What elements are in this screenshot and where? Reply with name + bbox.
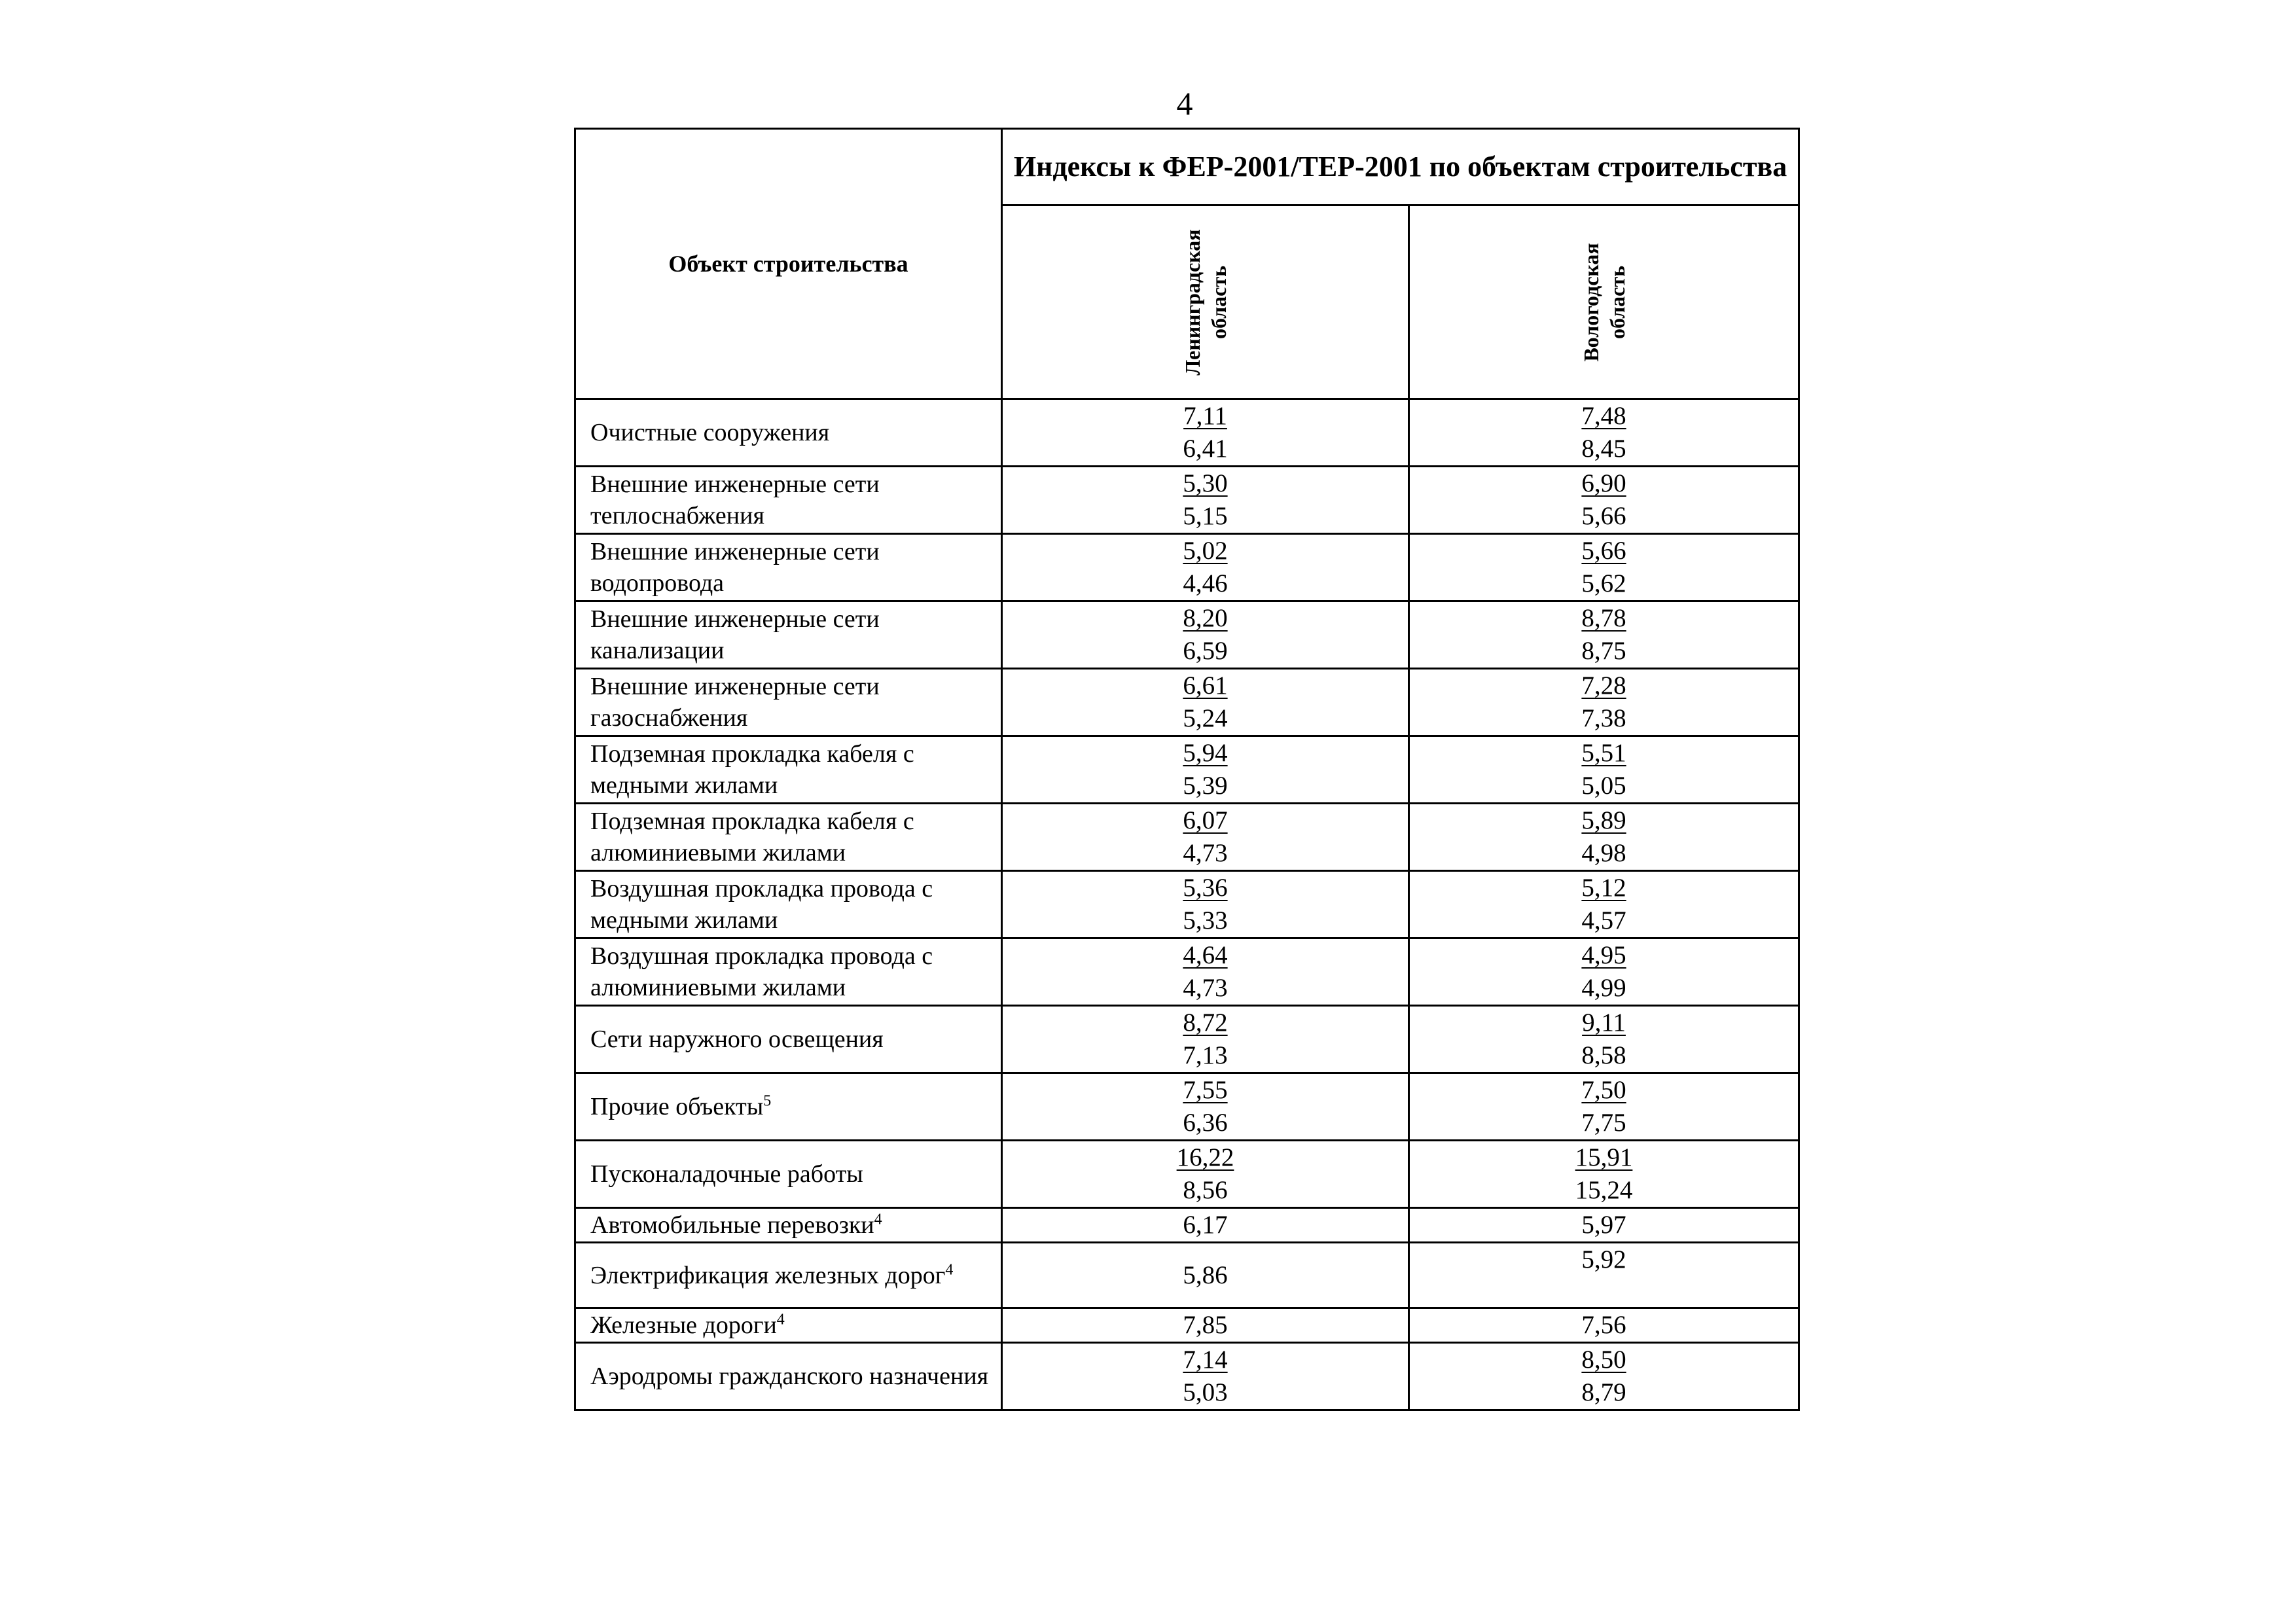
value-cell bbox=[1409, 1208, 1799, 1243]
value-cell bbox=[1409, 399, 1799, 467]
object-name: Воздушная прокладка провода с алюминиевыми жилами bbox=[575, 938, 1002, 1006]
value-secondary: 5,66 bbox=[1581, 502, 1626, 530]
value-cell bbox=[1409, 1141, 1799, 1208]
value-secondary: 5,05 bbox=[1581, 772, 1626, 800]
table-row bbox=[575, 1073, 1799, 1141]
table-row bbox=[575, 534, 1799, 601]
value-construction: 5,51 bbox=[1581, 739, 1626, 767]
value-construction: 5,66 bbox=[1581, 537, 1626, 565]
value-secondary: 6,36 bbox=[1183, 1109, 1228, 1137]
value-cell bbox=[1002, 467, 1409, 534]
object-name: Внешние инженерные сети водопровода bbox=[575, 534, 1002, 601]
value-construction: 8,50 bbox=[1581, 1346, 1626, 1374]
value-secondary: 5,03 bbox=[1183, 1378, 1228, 1406]
object-name: Внешние инженерные сети газоснабжения bbox=[575, 669, 1002, 736]
footnote-mark: 4 bbox=[776, 1311, 785, 1329]
footnote-mark: 4 bbox=[945, 1260, 954, 1278]
value-secondary: 5,39 bbox=[1183, 772, 1228, 800]
value-single: 7,56 bbox=[1581, 1311, 1626, 1339]
object-name: Сети наружного освещения bbox=[575, 1006, 1002, 1073]
value-construction: 6,61 bbox=[1183, 671, 1228, 700]
value-cell bbox=[1002, 1006, 1409, 1073]
object-name: Аэродромы гражданского назначения bbox=[575, 1343, 1002, 1410]
value-single: 7,85 bbox=[1183, 1311, 1228, 1339]
value-cell bbox=[1409, 938, 1799, 1006]
value-construction: 7,55 bbox=[1183, 1076, 1228, 1104]
value-cell bbox=[1409, 804, 1799, 871]
value-cell bbox=[1002, 1243, 1409, 1308]
value-single: 5,97 bbox=[1581, 1211, 1626, 1239]
value-secondary: 8,45 bbox=[1581, 435, 1626, 463]
value-cell bbox=[1409, 1343, 1799, 1410]
value-secondary: 5,33 bbox=[1183, 906, 1228, 935]
value-single: 5,86 bbox=[1183, 1260, 1228, 1289]
header-region-vologda bbox=[1409, 205, 1799, 399]
object-name: Внешние инженерные сети канализации bbox=[575, 601, 1002, 669]
value-cell bbox=[1002, 1141, 1409, 1208]
value-construction: 7,11 bbox=[1183, 402, 1227, 430]
value-cell bbox=[1409, 669, 1799, 736]
value-secondary: 5,24 bbox=[1183, 704, 1228, 732]
table-row bbox=[575, 399, 1799, 467]
value-construction: 15,91 bbox=[1575, 1143, 1633, 1171]
value-cell bbox=[1409, 871, 1799, 938]
value-cell bbox=[1002, 601, 1409, 669]
value-construction: 4,95 bbox=[1581, 941, 1626, 969]
object-name: Электрификация железных дорог$^4$ bbox=[575, 1243, 1002, 1308]
value-cell bbox=[1002, 804, 1409, 871]
table-row bbox=[575, 601, 1799, 669]
header-object: Объект строительства bbox=[575, 129, 1002, 399]
value-secondary: 5,15 bbox=[1183, 502, 1228, 530]
header-index-group: Индексы к ФЕР-2001/ТЕР-2001 по объектам строительства bbox=[1002, 129, 1799, 205]
value-construction: 5,89 bbox=[1581, 806, 1626, 834]
value-secondary: 5,62 bbox=[1581, 569, 1626, 597]
table-row bbox=[575, 804, 1799, 871]
object-name: Пусконаладочные работы bbox=[575, 1141, 1002, 1208]
table-row bbox=[575, 1243, 1799, 1308]
table-row bbox=[575, 938, 1799, 1006]
value-secondary: 6,59 bbox=[1183, 637, 1228, 665]
object-name: Воздушная прокладка провода с медными жилами bbox=[575, 871, 1002, 938]
object-name: Внешние инженерные сети теплоснабжения bbox=[575, 467, 1002, 534]
value-cell bbox=[1409, 1243, 1799, 1308]
footnote-mark: 4 bbox=[874, 1211, 882, 1228]
object-name: Очистные сооружения bbox=[575, 399, 1002, 467]
value-construction: 8,78 bbox=[1581, 604, 1626, 632]
value-secondary: 7,75 bbox=[1581, 1109, 1626, 1137]
value-secondary: 8,58 bbox=[1581, 1041, 1626, 1069]
table-row bbox=[575, 1308, 1799, 1343]
value-construction: 5,02 bbox=[1183, 537, 1228, 565]
table-row bbox=[575, 1141, 1799, 1208]
header-region-leningrad bbox=[1002, 205, 1409, 399]
table-row bbox=[575, 1208, 1799, 1243]
table-row bbox=[575, 736, 1799, 804]
value-single: 6,17 bbox=[1183, 1211, 1228, 1239]
value-construction: 7,50 bbox=[1581, 1076, 1626, 1104]
index-table bbox=[574, 128, 1800, 1411]
value-cell bbox=[1002, 1208, 1409, 1243]
value-cell bbox=[1409, 1006, 1799, 1073]
value-cell bbox=[1002, 1073, 1409, 1141]
value-cell bbox=[1409, 1308, 1799, 1343]
value-single: 5,92 bbox=[1581, 1245, 1626, 1274]
value-construction: 7,14 bbox=[1183, 1346, 1228, 1374]
value-construction: 8,72 bbox=[1183, 1008, 1228, 1037]
value-construction: 7,48 bbox=[1581, 402, 1626, 430]
value-secondary: 8,75 bbox=[1581, 637, 1626, 665]
value-secondary: 4,73 bbox=[1183, 974, 1228, 1002]
value-construction: 5,94 bbox=[1183, 739, 1228, 767]
region-label: Вологодская область bbox=[1579, 242, 1629, 362]
table-row bbox=[575, 1006, 1799, 1073]
value-secondary: 6,41 bbox=[1183, 435, 1228, 463]
value-construction: 8,20 bbox=[1183, 604, 1228, 632]
value-secondary: 7,38 bbox=[1581, 704, 1626, 732]
value-cell bbox=[1409, 467, 1799, 534]
value-secondary: 8,79 bbox=[1581, 1378, 1626, 1406]
table-row bbox=[575, 669, 1799, 736]
value-cell bbox=[1002, 871, 1409, 938]
table-row bbox=[575, 1343, 1799, 1410]
value-secondary: 4,46 bbox=[1183, 569, 1228, 597]
value-secondary: 4,73 bbox=[1183, 839, 1228, 867]
value-construction: 6,07 bbox=[1183, 806, 1228, 834]
value-cell bbox=[1002, 1343, 1409, 1410]
object-name: Подземная прокладка кабеля с алюминиевыми жилами bbox=[575, 804, 1002, 871]
footnote-mark: 5 bbox=[763, 1092, 772, 1110]
value-construction: 6,90 bbox=[1581, 469, 1626, 497]
value-cell bbox=[1409, 736, 1799, 804]
value-construction: 5,12 bbox=[1581, 874, 1626, 902]
value-secondary: 15,24 bbox=[1575, 1176, 1633, 1204]
value-cell bbox=[1002, 938, 1409, 1006]
value-construction: 9,11 bbox=[1582, 1008, 1626, 1037]
table-row bbox=[575, 467, 1799, 534]
value-cell bbox=[1409, 1073, 1799, 1141]
value-cell bbox=[1002, 669, 1409, 736]
object-name: Автомобильные перевозки$^4$ bbox=[575, 1208, 1002, 1243]
value-construction: 5,36 bbox=[1183, 874, 1228, 902]
table-row bbox=[575, 871, 1799, 938]
object-name: Подземная прокладка кабеля с медными жилами bbox=[575, 736, 1002, 804]
value-cell bbox=[1409, 534, 1799, 601]
value-secondary: 4,99 bbox=[1581, 974, 1626, 1002]
value-cell bbox=[1002, 736, 1409, 804]
value-cell bbox=[1002, 1308, 1409, 1343]
value-secondary: 8,56 bbox=[1183, 1176, 1228, 1204]
value-secondary: 7,13 bbox=[1183, 1041, 1228, 1069]
value-cell bbox=[1409, 601, 1799, 669]
value-secondary: 4,98 bbox=[1581, 839, 1626, 867]
value-construction: 7,28 bbox=[1581, 671, 1626, 700]
region-label: Ленинградская область bbox=[1180, 228, 1230, 376]
object-name: Железные дороги$^4$ bbox=[575, 1308, 1002, 1343]
value-construction: 5,30 bbox=[1183, 469, 1228, 497]
page-number: 4 bbox=[1176, 85, 1193, 122]
value-secondary: 4,57 bbox=[1581, 906, 1626, 935]
value-cell bbox=[1002, 399, 1409, 467]
value-cell bbox=[1002, 534, 1409, 601]
value-construction: 4,64 bbox=[1183, 941, 1228, 969]
object-name: Прочие объекты$^5$ bbox=[575, 1073, 1002, 1141]
value-construction: 16,22 bbox=[1176, 1143, 1234, 1171]
